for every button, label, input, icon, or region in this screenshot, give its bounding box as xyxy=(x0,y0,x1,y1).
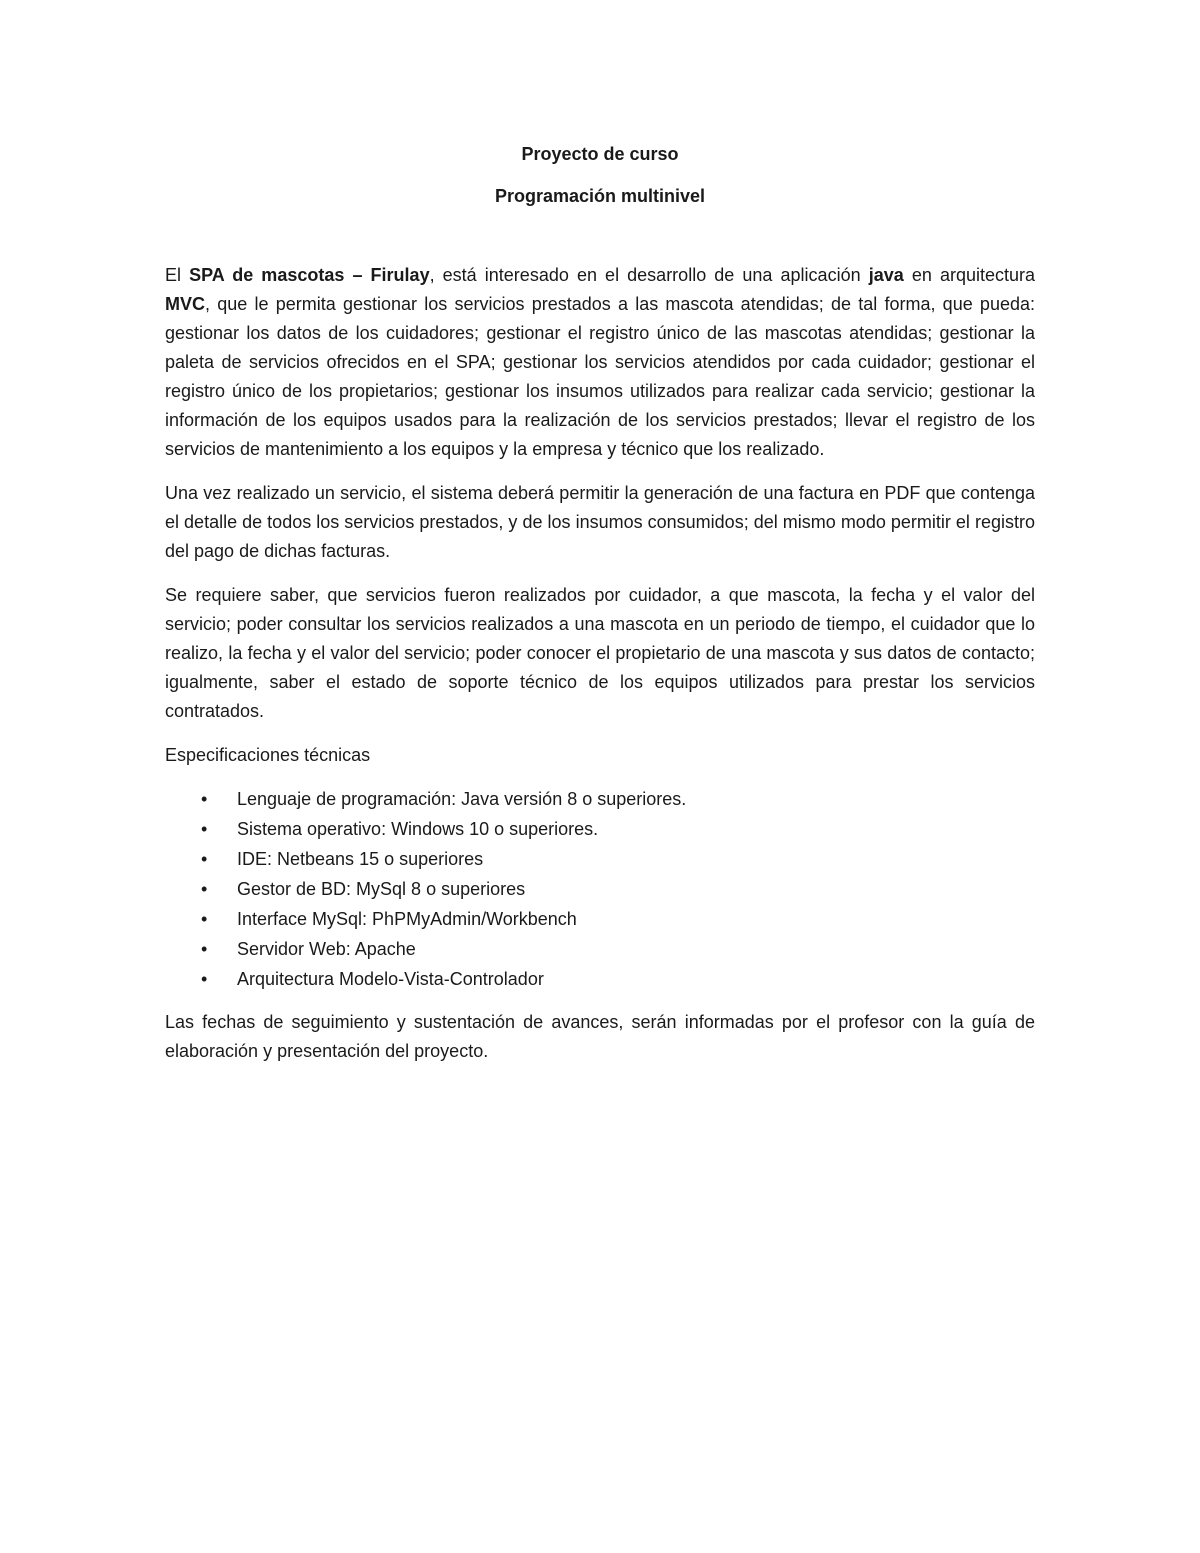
spec-ide: IDE: Netbeans 15 o superiores xyxy=(237,849,484,869)
list-item xyxy=(165,844,1035,874)
bullet-icon: • xyxy=(201,849,208,869)
intro-text-mid-1: , está interesado en el desarrollo de una aplicación xyxy=(429,265,869,285)
spec-db-interface: Interface MySql: PhPMyAdmin/Workbench xyxy=(237,909,577,929)
requirements-paragraph: Se requiere saber, que servicios fueron realizados por cuidador, a que mascota, la fecha y el valor del servicio; poder consultar los servicios realizados a una mascota en un periodo de tiempo, el cuidador que lo realizo, la fecha y el valor del servicio; poder conocer el propietario de una mascota y sus datos de contacto; igualmente, saber el estado de soporte técnico de los equipos utilizados para prestar los servicios contratados. xyxy=(165,585,1035,721)
spec-os: Sistema operativo: Windows 10 o superiores. xyxy=(237,819,599,839)
document-title: Proyecto de curso xyxy=(521,144,679,164)
invoice-paragraph: Una vez realizado un servicio, el sistema deberá permitir la generación de una factura en PDF que contenga el detalle de todos los servicios prestados, y de los insumos consumidos; del mismo modo permitir el registro del pago de dichas facturas. xyxy=(165,483,1035,561)
document-subtitle: Programación multinivel xyxy=(494,186,706,206)
list-item xyxy=(165,814,1035,844)
specs-heading: Especificaciones técnicas xyxy=(165,745,371,765)
bullet-icon: • xyxy=(201,969,208,989)
intro-text-mid-2: en arquitectura xyxy=(903,265,1035,285)
list-item xyxy=(165,904,1035,934)
closing-paragraph: Las fechas de seguimiento y sustentación de avances, serán informadas por el profesor con la guía de elaboración y presentación del proyecto. xyxy=(165,1012,1035,1061)
intro-text-start: El xyxy=(165,265,190,285)
list-item xyxy=(165,874,1035,904)
list-item xyxy=(165,934,1035,964)
spec-language: Lenguaje de programación: Java versión 8 o superiores. xyxy=(237,789,687,809)
list-item xyxy=(165,964,1035,994)
intro-bold-mvc: MVC xyxy=(165,294,205,314)
intro-paragraph xyxy=(165,261,1035,464)
spec-database: Gestor de BD: MySql 8 o superiores xyxy=(237,879,526,899)
bullet-icon: • xyxy=(201,909,208,929)
document-body xyxy=(165,140,1035,1066)
intro-bold-spa-name: SPA de mascotas – Firulay xyxy=(189,265,430,285)
spec-web-server: Servidor Web: Apache xyxy=(237,939,416,959)
intro-text-rest: , que le permita gestionar los servicios prestados a las mascota atendidas; de tal forma, que pueda: gestionar los datos de los cuidadores; gestionar el registro único de las mascotas atendidas; gestionar la paleta de servicios ofrecidos en el SPA; gestionar los servicios atendidos por cada cuidador; gestionar el registro único de los propietarios; gestionar los insumos utilizados para realizar cada servicio; gestionar la información de los equipos usados para la realización de los servicios prestados; llevar el registro de los servicios de mantenimiento a los equipos y la empresa y técnico que los realizado. xyxy=(165,294,1035,459)
specs-list xyxy=(165,784,1035,994)
spec-architecture: Arquitectura Modelo-Vista-Controlador xyxy=(237,969,544,989)
bullet-icon: • xyxy=(201,819,208,839)
bullet-icon: • xyxy=(201,939,208,959)
list-item xyxy=(165,784,1035,814)
bullet-icon: • xyxy=(201,879,208,899)
intro-bold-java: java xyxy=(868,265,904,285)
bullet-icon: • xyxy=(201,789,208,809)
